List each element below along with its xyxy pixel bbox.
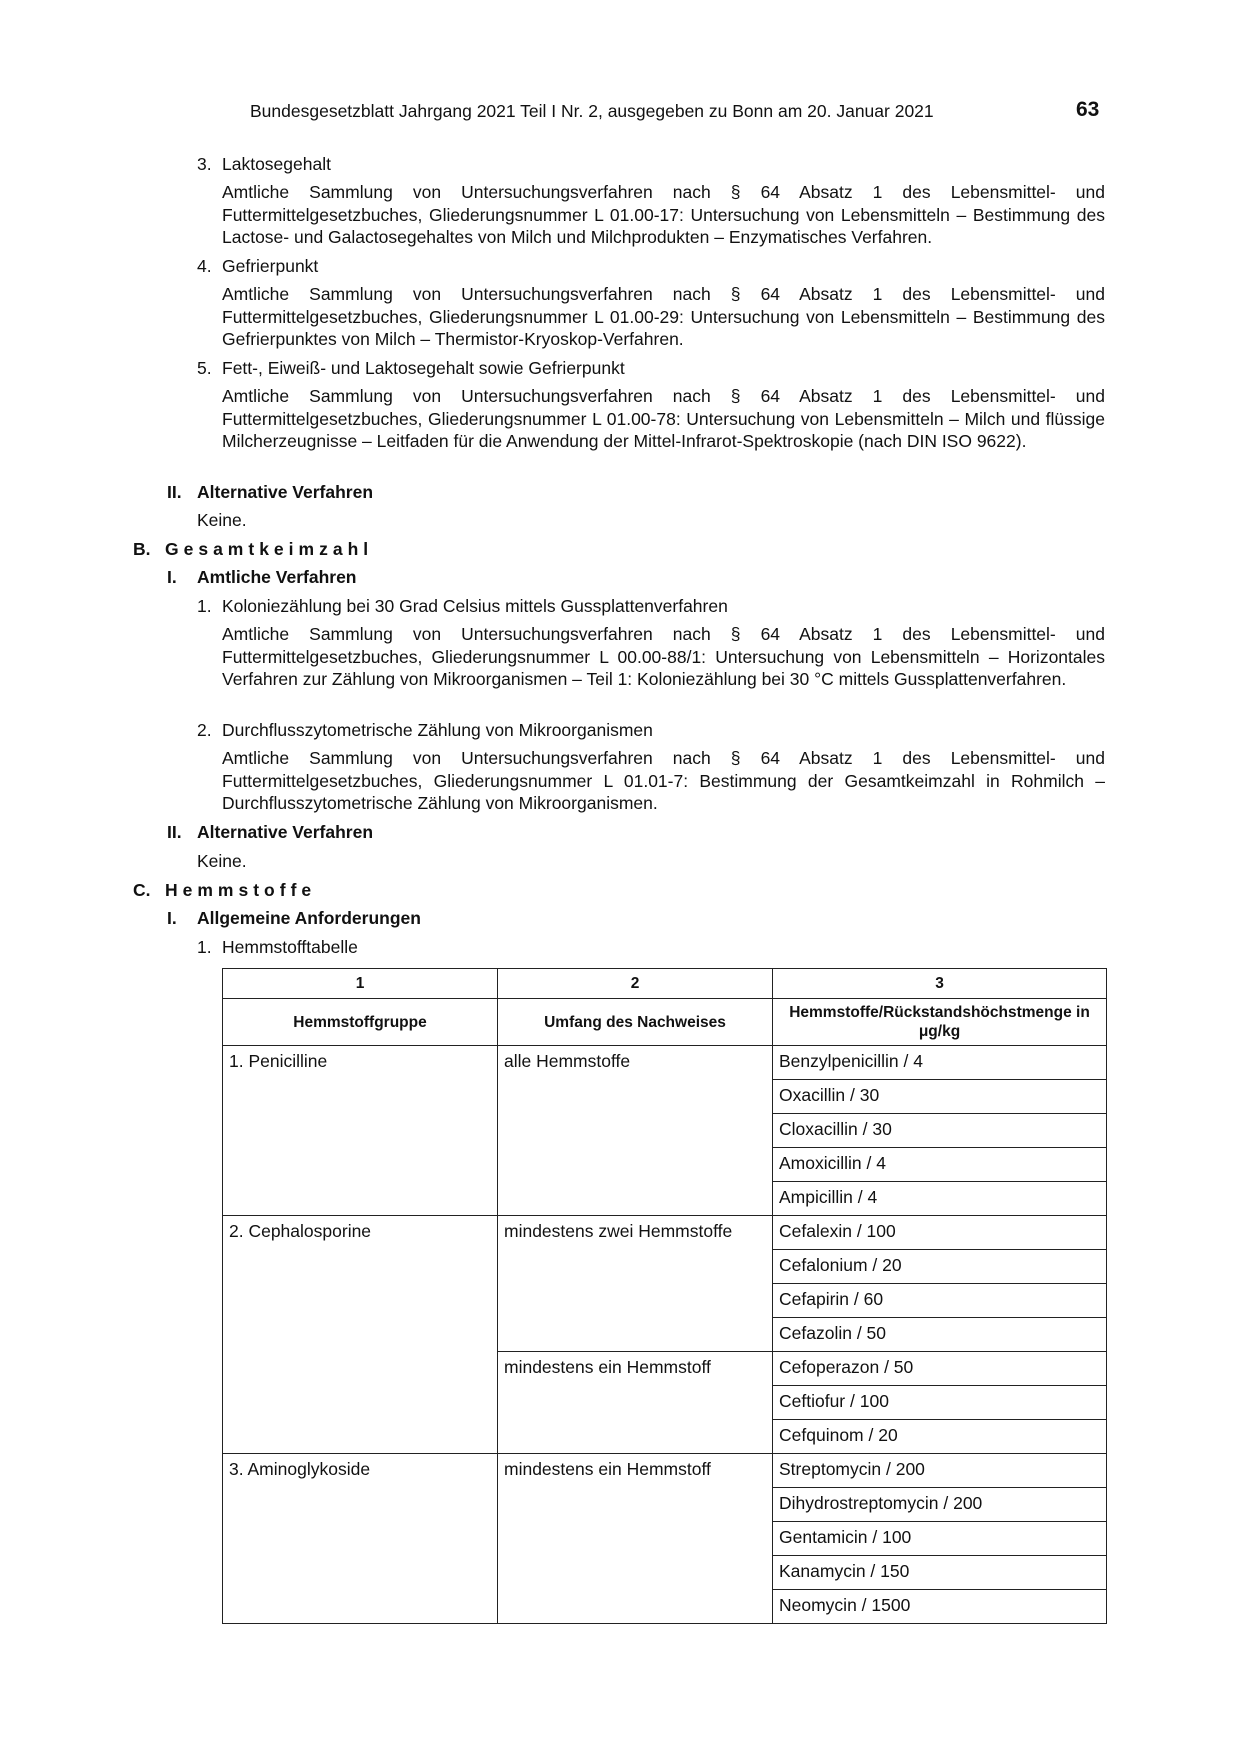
column-header-row [223,999,1107,1046]
substance-cell: Oxacillin / 30 [773,1080,1107,1114]
substance-cell: Cefalexin / 100 [773,1216,1107,1250]
section-letter: C. [133,880,151,900]
item-paragraph: Amtliche Sammlung von Untersuchungsverfahren nach § 64 Absatz 1 des Lebensmittel- und Futtermittelgesetzbuches, Gliederungsnummer L 00.00-88/1: Untersuchung von Lebensmitteln – Horizontales Verfahren zur Zählung von Mikroorganismen – Teil 1: Koloniezählung bei 30 °C mittels Gussplattenverfahren. [222,624,1105,690]
subsection-heading: Alternative Verfahren [197,822,374,842]
scope-cell: mindestens ein Hemmstoff [498,1454,773,1624]
item-title: Koloniezählung bei 30 Grad Celsius mittels Gussplattenverfahren [222,596,728,616]
section-letter: B. [133,539,151,559]
substance-cell: Neomycin / 1500 [773,1590,1107,1624]
substance-cell: Streptomycin / 200 [773,1454,1107,1488]
column-header: Hemmstoffgruppe [223,999,498,1046]
substance-cell: Amoxicillin / 4 [773,1148,1107,1182]
table-row [223,1454,1107,1488]
item-title: Hemmstofftabelle [222,937,358,957]
hemmstoff-table [222,968,1107,1624]
item-title: Fett-, Eiweiß- und Laktosegehalt sowie Gefrierpunkt [222,358,625,378]
item-title: Durchflusszytometrische Zählung von Mikroorganismen [222,720,653,740]
substance-cell: Ceftiofur / 100 [773,1386,1107,1420]
substance-cell: Cefazolin / 50 [773,1318,1107,1352]
column-header: Hemmstoffe/Rückstandshöchstmenge in μg/kg [773,999,1107,1046]
column-number-row [223,969,1107,999]
substance-cell: Kanamycin / 150 [773,1556,1107,1590]
item-title: Gefrierpunkt [222,256,319,276]
scope-cell: alle Hemmstoffe [498,1046,773,1216]
group-cell: 3. Aminoglykoside [223,1454,498,1624]
group-cell: 2. Cephalosporine [223,1216,498,1454]
column-header: Umfang des Nachweises [498,999,773,1046]
scope-cell: mindestens zwei Hemmstoffe [498,1216,773,1352]
subsection-text: Keine. [197,851,247,871]
page-number: 63 [1076,98,1100,121]
subsection-heading: Amtliche Verfahren [197,567,357,587]
subsection-heading: Allgemeine Anforderungen [197,908,421,928]
substance-cell: Cefalonium / 20 [773,1250,1107,1284]
substance-cell: Cloxacillin / 30 [773,1114,1107,1148]
item-number: 5. [197,358,212,378]
column-number: 2 [498,969,773,999]
table-row [223,1046,1107,1080]
substance-cell: Dihydrostreptomycin / 200 [773,1488,1107,1522]
item-number: 3. [197,154,212,174]
item-paragraph: Amtliche Sammlung von Untersuchungsverfahren nach § 64 Absatz 1 des Lebensmittel- und Futtermittelgesetzbuches, Gliederungsnummer L 01.00-29: Untersuchung von Lebensmitteln – Bestimmung des Gefrierpunktes von Milch – Thermistor-Kryoskop-Verfahren. [222,284,1105,350]
table-row [223,1216,1107,1250]
roman-numeral: I. [167,908,177,928]
running-header: Bundesgesetzblatt Jahrgang 2021 Teil I Nr. 2, ausgegeben zu Bonn am 20. Januar 2021 [250,101,934,121]
section-heading: Hemmstoffe [165,880,317,900]
substance-cell: Gentamicin / 100 [773,1522,1107,1556]
substance-cell: Cefoperazon / 50 [773,1352,1107,1386]
scope-cell: mindestens ein Hemmstoff [498,1352,773,1454]
item-paragraph: Amtliche Sammlung von Untersuchungsverfahren nach § 64 Absatz 1 des Lebensmittel- und Futtermittelgesetzbuches, Gliederungsnummer L 01.00-78: Untersuchung von Lebensmitteln – Milch und flüssige Milcherzeugnisse – Leitfaden für die Anwendung der Mittel-Infrarot-Spektroskopie (nach DIN ISO 9622). [222,386,1105,452]
subsection-text: Keine. [197,510,247,530]
roman-numeral: II. [167,822,182,842]
substance-cell: Cefapirin / 60 [773,1284,1107,1318]
roman-numeral: I. [167,567,177,587]
substance-cell: Cefquinom / 20 [773,1420,1107,1454]
substance-cell: Benzylpenicillin / 4 [773,1046,1107,1080]
roman-numeral: II. [167,482,182,502]
group-cell: 1. Penicilline [223,1046,498,1216]
substance-cell: Ampicillin / 4 [773,1182,1107,1216]
item-paragraph: Amtliche Sammlung von Untersuchungsverfahren nach § 64 Absatz 1 des Lebensmittel- und Futtermittelgesetzbuches, Gliederungsnummer L 01.01-7: Bestimmung der Gesamtkeimzahl in Rohmilch – Durchflusszytometrische Zählung von Mikroorganismen. [222,748,1105,814]
column-number: 3 [773,969,1107,999]
item-title: Laktosegehalt [222,154,331,174]
item-number: 2. [197,720,212,740]
column-number: 1 [223,969,498,999]
item-number: 1. [197,596,212,616]
item-paragraph: Amtliche Sammlung von Untersuchungsverfahren nach § 64 Absatz 1 des Lebensmittel- und Futtermittelgesetzbuches, Gliederungsnummer L 01.00-17: Untersuchung von Lebensmitteln – Bestimmung des Lactose- und Galactosegehaltes von Milch und Milchprodukten – Enzymatisches Verfahren. [222,182,1105,248]
item-number: 1. [197,937,212,957]
item-number: 4. [197,256,212,276]
section-heading: Gesamtkeimzahl [165,539,374,559]
subsection-heading: Alternative Verfahren [197,482,374,502]
